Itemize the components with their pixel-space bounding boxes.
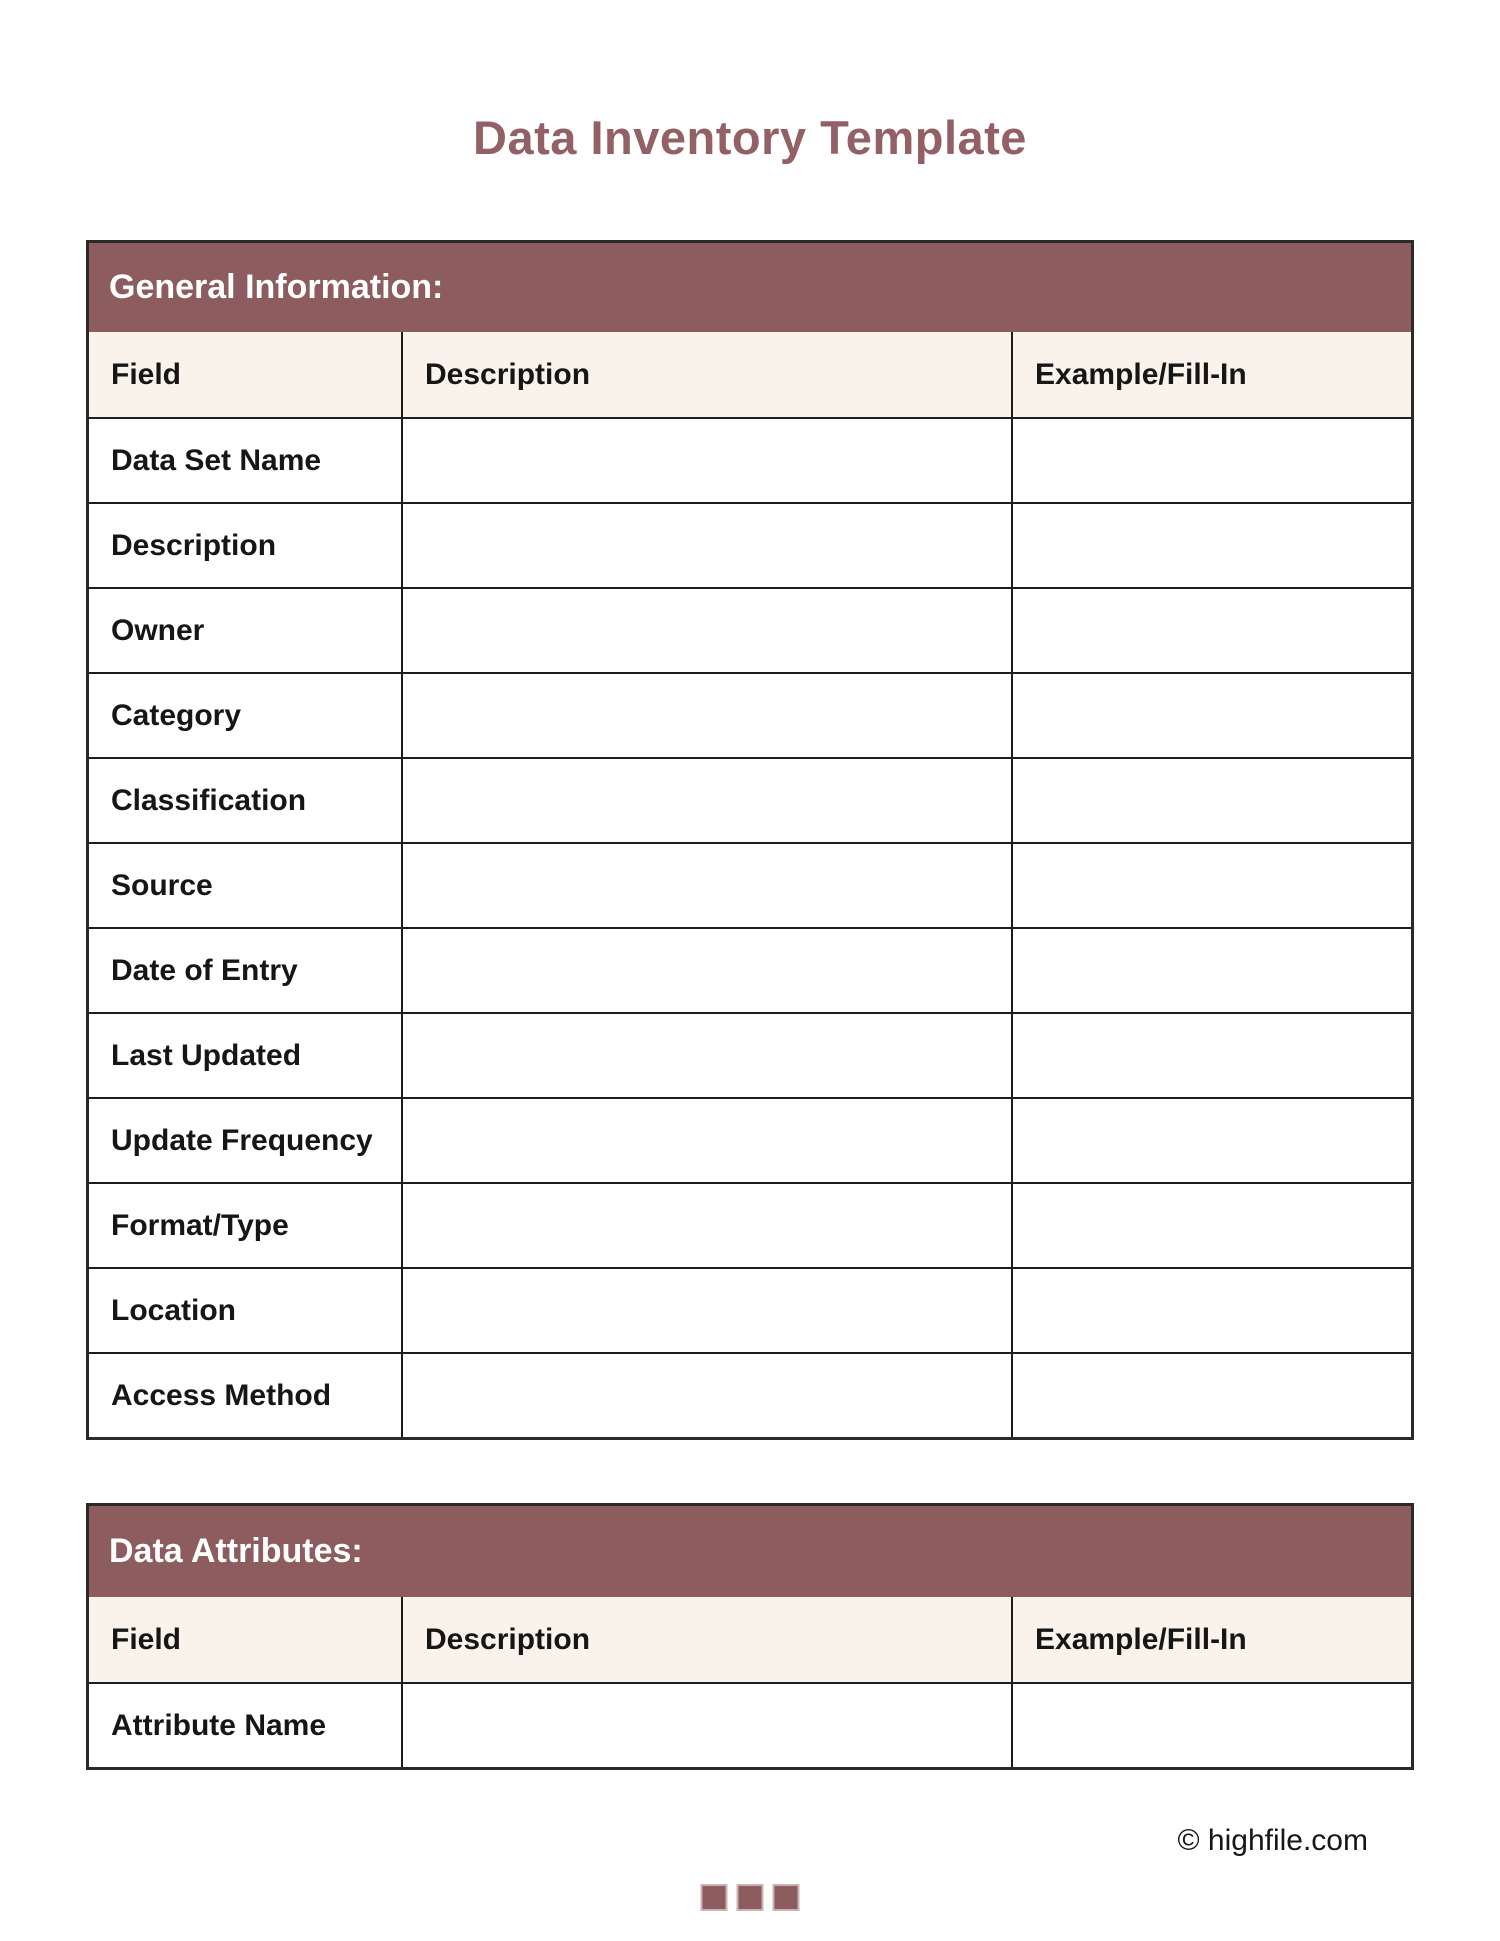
row-label-source: Source [89,842,401,927]
table-row [89,1682,1411,1767]
table-row [89,1012,1411,1097]
description-fill-cell[interactable] [401,1267,1011,1352]
description-fill-cell[interactable] [401,587,1011,672]
description-fill-cell[interactable] [401,1012,1011,1097]
column-header-example: Example/Fill-In [1011,332,1411,417]
data-attributes-table [86,1503,1414,1770]
column-header-row [89,332,1411,417]
description-fill-cell[interactable] [401,672,1011,757]
column-header-example: Example/Fill-In [1011,1597,1411,1682]
example-fill-cell[interactable] [1011,842,1411,927]
general-information-table [86,240,1414,1440]
square-icon [773,1884,800,1911]
example-fill-cell[interactable] [1011,1682,1411,1767]
row-label-data-set-name: Data Set Name [89,417,401,502]
row-label-attribute-name: Attribute Name [89,1682,401,1767]
example-fill-cell[interactable] [1011,1352,1411,1437]
row-label-classification: Classification [89,757,401,842]
description-fill-cell[interactable] [401,1352,1011,1437]
table-row [89,672,1411,757]
row-label-access-method: Access Method [89,1352,401,1437]
table-row [89,842,1411,927]
table-row [89,417,1411,502]
row-label-owner: Owner [89,587,401,672]
row-label-format-type: Format/Type [89,1182,401,1267]
column-header-description: Description [401,332,1011,417]
row-label-location: Location [89,1267,401,1352]
example-fill-cell[interactable] [1011,1182,1411,1267]
example-fill-cell[interactable] [1011,757,1411,842]
column-header-description: Description [401,1597,1011,1682]
square-icon [701,1884,728,1911]
table-row [89,1352,1411,1437]
description-fill-cell[interactable] [401,757,1011,842]
row-label-date-of-entry: Date of Entry [89,927,401,1012]
column-header-field: Field [89,332,401,417]
row-label-description: Description [89,502,401,587]
page-title: Data Inventory Template [473,111,1027,164]
description-fill-cell[interactable] [401,417,1011,502]
column-header-row [89,1597,1411,1682]
general-information-section-header: General Information: [89,243,1411,332]
description-fill-cell[interactable] [401,1182,1011,1267]
example-fill-cell[interactable] [1011,587,1411,672]
example-fill-cell[interactable] [1011,1097,1411,1182]
square-icon [737,1884,764,1911]
table-row [89,502,1411,587]
example-fill-cell[interactable] [1011,1267,1411,1352]
copyright-text: © highfile.com [1177,1824,1368,1857]
column-header-field: Field [89,1597,401,1682]
example-fill-cell[interactable] [1011,927,1411,1012]
row-label-last-updated: Last Updated [89,1012,401,1097]
table-row [89,927,1411,1012]
example-fill-cell[interactable] [1011,672,1411,757]
description-fill-cell[interactable] [401,842,1011,927]
example-fill-cell[interactable] [1011,417,1411,502]
row-label-category: Category [89,672,401,757]
example-fill-cell[interactable] [1011,502,1411,587]
description-fill-cell[interactable] [401,502,1011,587]
table-row [89,587,1411,672]
table-row [89,1182,1411,1267]
table-row [89,757,1411,842]
table-row [89,1267,1411,1352]
row-label-update-frequency: Update Frequency [89,1097,401,1182]
data-attributes-section-header: Data Attributes: [89,1506,1411,1597]
example-fill-cell[interactable] [1011,1012,1411,1097]
description-fill-cell[interactable] [401,1097,1011,1182]
description-fill-cell[interactable] [401,1682,1011,1767]
table-row [89,1097,1411,1182]
description-fill-cell[interactable] [401,927,1011,1012]
footer-marker-squares [701,1884,800,1911]
